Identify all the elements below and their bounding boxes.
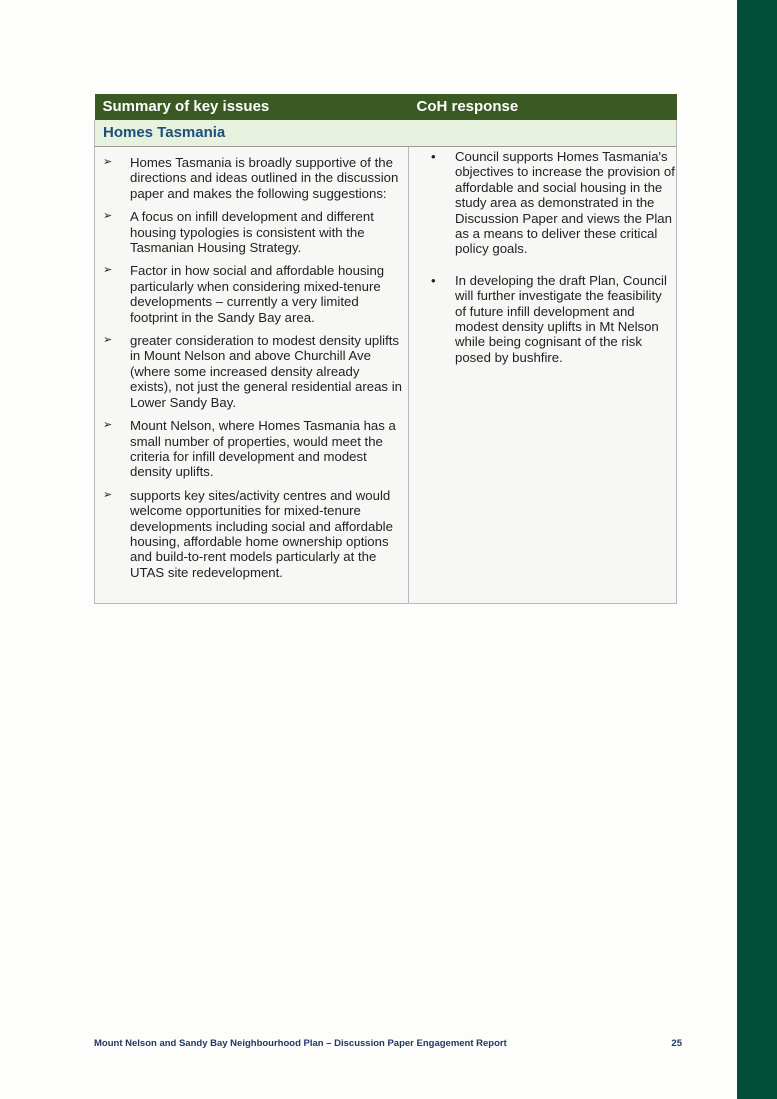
response-cell — [409, 147, 677, 604]
list-item — [95, 418, 402, 480]
page-number: 25 — [671, 1038, 682, 1049]
issues-cell — [95, 147, 409, 604]
section-row — [95, 120, 677, 147]
dot-bullet-icon: • — [431, 272, 436, 288]
issue-text: Mount Nelson, where Homes Tasmania has a small number of properties, would meet the criteria for infill development and modest density uplifts. — [130, 418, 396, 480]
issue-text: Homes Tasmania is broadly supportive of the directions and ideas outlined in the discussion paper and makes the following suggestions: — [130, 155, 399, 201]
dot-bullet-icon: • — [431, 149, 436, 164]
response-list — [409, 147, 676, 365]
response-column-header: CoH response — [409, 94, 677, 120]
key-issues-table — [94, 94, 677, 604]
issue-text: supports key sites/activity centres and would welcome opportunities for mixed-tenure developments including social and affordable housing, affordable home ownership options and build-to-rent models particularly at the UTAS site redevelopment. — [130, 487, 393, 580]
issue-text: Factor in how social and affordable housing particularly when considering mixed-tenure developments – currently a very limited footprint in the Sandy Bay area. — [130, 263, 385, 325]
arrow-bullet-icon: ➢ — [103, 488, 113, 501]
table-header-row — [95, 94, 677, 120]
issue-text: greater consideration to modest density uplifts in Mount Nelson and above Churchill Ave (where some increased density already exists), not just the general residential areas in Lower Sandy Bay. — [130, 333, 402, 410]
section-title: Homes Tasmania — [95, 120, 677, 147]
list-item — [409, 273, 676, 365]
list-item — [95, 209, 402, 255]
list-item — [95, 155, 402, 201]
issue-text: A focus on infill development and different housing typologies is consistent with the Tasmanian Housing Strategy. — [130, 209, 374, 256]
response-text: In developing the draft Plan, Council will further investigate the feasibility of future infill development and modest density uplifts in Mt Nelson while being cognisant of the risk posed by bushfire. — [455, 272, 667, 365]
table-body-row — [95, 147, 677, 604]
footer-report-title: Mount Nelson and Sandy Bay Neighbourhood Plan – Discussion Paper Engagement Report — [94, 1038, 507, 1049]
response-text: Council supports Homes Tasmania's objectives to increase the provision of affordable and social housing in the study area as demonstrated in the Discussion Paper and views the Plan as a means to deliver these critical policy goals. — [455, 149, 675, 257]
side-accent-bar — [737, 0, 777, 1099]
list-item — [409, 149, 676, 257]
arrow-bullet-icon: ➢ — [103, 334, 113, 347]
arrow-bullet-icon: ➢ — [103, 156, 113, 168]
arrow-bullet-icon: ➢ — [103, 210, 113, 223]
list-item — [95, 263, 402, 325]
issue-list — [95, 147, 408, 580]
list-item — [95, 333, 402, 410]
list-item — [95, 488, 402, 580]
arrow-bullet-icon: ➢ — [103, 419, 113, 432]
arrow-bullet-icon: ➢ — [103, 264, 113, 277]
summary-column-header: Summary of key issues — [95, 94, 409, 120]
